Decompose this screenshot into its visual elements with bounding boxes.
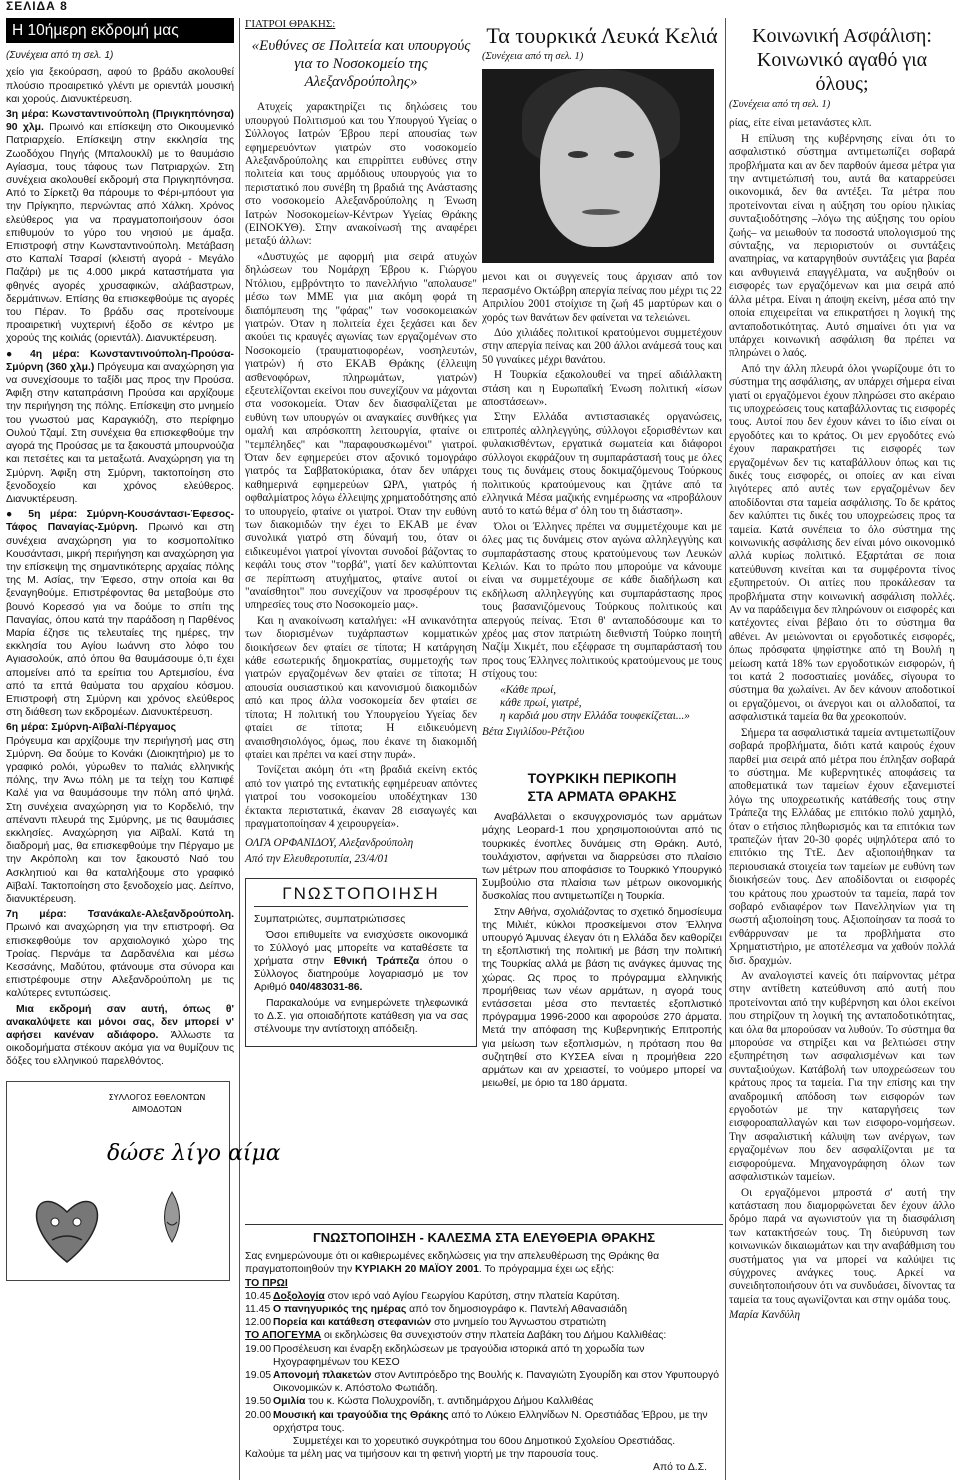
event-intro	[245, 1250, 723, 1276]
event-item: Ο πανηγυρικός της ημέρας	[273, 1304, 407, 1316]
article-kicker: ΓΙΑΤΡΟΙ ΘΡΑΚΗΣ:	[245, 18, 336, 30]
event-date: ΚΥΡΙΑΚΗ 20 ΜΑΪΟΥ 2001	[355, 1264, 479, 1276]
event-detail: από το Λύκειο Ελληνίδων Ν. Ορεστιάδας Έβρου, με την ορχήστρα τους.	[273, 1409, 708, 1434]
paragraph: Σήμερα τα ασφαλιστικά ταμεία αντιμετωπίζουν σοβαρά προβλήματα, διότι κατά καιρούς έχουν παρθεί μια σειρά από μέτρα που έπληξαν σοβαρά το σύστημα. Με κυβερνητικές αποφάσεις τα αποθεματικά των ταμείων έχουν εξανεμιστεί λόγω της υποχρεωτικής κατάθεσής τους στην Τράπεζα της Ελλάδας με επιτόκιο πολύ χαμηλό, όταν ο ετήσιος πληθωρισμός και τα επιτόκια των τραπεζών ήταν 20-30 φορές υψηλότερα από το επιτόκιο της ΤτΕ. Δεν αξιοποιήθηκαν τα περιουσιακά στοιχεία των ταμείων με ευθύνη των διοικήσεών τους. Δεν αποδίδονται οι εισφορές του κράτους που χρωστούν τα ταμεία, παρά τον σοβαρό ενδιαφέρον των Πανελληνίων για τη σωστή αξιοποίηση τους. Αξιοποίησαν τα ποσά το ενθάρρυνσαν με τα προβλήματα στο Χρηματιστήριο, με αποτέλεσμα να χαθούν πολλά δισ. δραχμών.	[729, 726, 955, 967]
notice-title: ΓΝΩΣΤΟΠΟΙΗΣΗ	[254, 887, 468, 907]
paragraph: Και η ανακοίνωση καταλήγει: «Η ανικανότητα των διορισμένων τυχάρπαστων κομματικών διοικήσεων δεν φταίει σε τίποτα; Η κατάργηση κάθε εσωτερικής δημοκρατίας, συμμετοχής των γιατρών εργαζομένων δεν φταίει σε τίποτα; Η απουσία ουσιαστικού και κανονισμού διακομιδών από και προς άλλα νοσοκομεία δεν φταίει σε τίποτα; Η πολιτική του Υπουργείου Υγείας δεν φταίει σε τίποτα; Η ειδικευόμενη αναισθησιολόγος, όμως, που έκανε τη διακομιδή φταίει και πρέπει να καεί στην πυρά».	[245, 614, 477, 761]
intro-text: . Το πρόγραμμα έχει ως εξής:	[478, 1264, 615, 1276]
paragraph: χείο για ξεκούραση, αφού το βράδυ ακολουθεί πλούσιο προαιρετικό γλέντι με οριεντάλ μουσική και χορούς. Διανυκτέρευση.	[6, 67, 234, 105]
paragraph: «Δυστυχώς με αφορμή μια σειρά ατυχών δηλώσεων του Νομάρχη Έβρου κ. Γιώργου Ντόλιου, εμβρόντητο το πανελλήνιο "απολαυσε" μέσω των ΜΜΕ για μια ακόμη φορά τη διαπόμπευση της "φάρας" των νοσοκομειακών γιατρών. Όταν η πολιτεία έχει ξεχάσει και δεν ακούει τις κραυγές αγωνίας των εργαζομένων στο Νοσοκομείο (τραυματιοφορέων, νοσηλευτών, γιατρών) ή στο ΕΚΑΒ Θράκης (έλλειψη ασθενοφόρων, πληρωμάτων, γιατρών) εξευτελίζονται εκείνοι που συνεχίζουν να μάχονται στα νοσοκομεία. Όταν δεν διασφαλίζεται με ευθύνη των υπουργών οι αναγκαίες συνθήκες για ομαλή και απρόσκοπτη λειτουργία, φταίνε οι "τεμπέληδες" και "παραφουσκωμένοι" γιατροί. Όταν δεν εφημερεύει στον αξονικό τομογράφο γιατρός τα Σαββατοκύριακα, όταν δεν υπάρχει καθημερινά εφημερεύων ΩΡΛ, γιατρός ή οφθαλμίατρος λόγω έλλειψης χρηματοδότησης από το υπουργείο, φταίνε οι γιατροί. Όταν την ευθύνη των διακομιδών την έχει το ΕΚΑΒ με έναν συνολικά γιατρό στη δύναμή του, όταν οι ειδικευμένοι γιατροί γίνονται συνοδοί βάζοντας το κεφάλι τους στον "τορβά", γιατί δεν καλύπτονται σε περίπτωση ατυχήματος, φταίνε αυτοί οι "αναίσθητοι" που συνεχίζουν να προσφέρουν τις υπηρεσίες τους στο Νοσοκομείο μας».	[245, 250, 477, 612]
heart-icon	[37, 1201, 98, 1261]
paragraph	[6, 908, 234, 1000]
event-announcement	[245, 1224, 723, 1475]
schedule-row	[245, 1395, 723, 1408]
event-item: Δοξολογία	[273, 1290, 325, 1302]
article-source: Από την Ελευθεροτυπία, 23/4/01	[245, 852, 389, 865]
time: 19.50	[245, 1396, 272, 1408]
article-title: Τα τουρκικά Λευκά Κελιά	[486, 23, 718, 48]
schedule-row	[245, 1303, 723, 1316]
eye-icon	[73, 1218, 81, 1226]
box-title	[482, 769, 722, 805]
paragraph: Δύο χιλιάδες πολιτικοί κρατούμενοι συμμετέχουν στην απεργία πείνας και 200 άλλοι ανάμεσά τους και 50 γυναίκες μέχρι θανάτου.	[482, 327, 722, 366]
day-heading: 7η μέρα: Τσανάκαλε-Αλεξανδρούπολη.	[6, 909, 234, 921]
author-signature: ΟΛΓΑ ΟΡΦΑΝΙΔΟΥ, Αλεξανδρούπολη	[245, 837, 414, 850]
author-signature: Βέτα Σιγιλίδου-Ρέτζιου	[482, 725, 585, 738]
day-body: Πρόγευμα και αναχώρηση για να συνεχίσουμε το ταξίδι μας προς την Προύσα. Άφιξη στην καταπράσινη Προύσα και αρχίζουμε την περιήγηση της πόλης. Επίσκεψη στο μνημείο του γνωστού μας Καραγκιόζη, στο περίφημο Ουλού Τζαμί. Στη συνέχεια θα επισκεφθούμε την αγορά της Προύσας με τα ξακουστά μπουρνούζια και πετσέτες και τα μεταξωτά. Αναχώρηση για τη Σμύρνη. Άφιξη στη Σμύρνη, τακτοποίηση στο ξενοδοχείο και χρόνος ελεύθερος. Διανυκτέρευση.	[6, 361, 234, 505]
poster-slogan: δώσε λίγο αίμα	[107, 1140, 281, 1166]
event-detail: στον Αντιπρόεδρο της Βουλής κ. Παναγιώτη Σγουρίδη και στον Υφυπουργό Οικονομικών κ. Απόστολο Φωτιάδη.	[273, 1370, 720, 1395]
closing-text: Άλλωστε τα οικοδομήματα στέκουν ακόμα για να θυμίζουν τις δόξες του ελληνικού παρελθόντος.	[6, 1030, 234, 1068]
poster-org-2: ΑΙΜΟΔΟΤΩΝ	[132, 1104, 182, 1114]
morning-heading: ΤΟ ΠΡΩΙ	[245, 1277, 288, 1289]
event-detail: από τον δημοσιογράφο κ. Παντελή Αθανασιάδη	[409, 1304, 628, 1316]
box-title-line: ΣΤΑ ΑΡΜΑΤΑ ΘΡΑΚΗΣ	[527, 788, 677, 805]
schedule-row	[245, 1290, 723, 1303]
notice-text: όπου ο Σύλλογος διατηρούμε λογαριασμό με τον Αριθμό	[254, 955, 468, 994]
article-headline: «Ευθύνες σε Πολιτεία και υπουργούς για το Νοσοκομείο της Αλεξανδρούπολης»	[251, 38, 471, 91]
schedule-row	[245, 1343, 723, 1369]
paragraph: Τονίζεται ακόμη ότι «τη βραδιά εκείνη εκτός από τον γιατρό της εντατικής εφημέρευαν απόντες γιατροί του νοσοκομείου υποδέχτηκαν 130 έκτακτα περιστατικά, έκαναν 28 εισαγωγές και πραγματοποίησαν 4 χειρουργεία».	[245, 764, 477, 830]
paragraph: Οι εργαζόμενοι μπροστά σ' αυτή την κατάσταση που διαμορφώνεται δεν έχουν άλλο δρόμο παρά να αγωνιστούν για τη διασφάλιση των κατακτήσεών τους. Τη διεύρυνση των κοινωνικών δικαιωμάτων και την αναβάθμιση του συστήματος για να μπορεί να καλύψει τις σύγχρονες ανάγκες τους. Αρκεί να συνειδητοποιήσουν ότι να συνδυάσει, δίνοντας τα ταμεία τα τους αγωνίζονται και στην ομάδα τους.	[729, 1186, 955, 1306]
paragraph: Συμπατριώτες, συμπατριώτισσες	[254, 914, 406, 926]
day-heading: ● 4η μέρα: Κωνσταντινούπολη-Προύσα-Σμύρνη (360 χλμ.)	[6, 348, 234, 373]
poster-org-1: ΣΥΛΛΟΓΟΣ ΕΘΕΛΟΝΤΩΝ	[108, 1092, 206, 1102]
schedule-row	[245, 1409, 723, 1435]
afternoon-detail: οι εκδηλώσεις θα συνεχιστούν στην πλατεία Δαβάκη του Δήμου Καλλιθέας:	[324, 1330, 667, 1342]
event-item: Ομιλία	[273, 1396, 306, 1408]
continuation-note: (Συνέχεια από τη σελ. 1)	[6, 50, 114, 62]
day-heading: 6η μέρα: Σμύρνη-Αϊβαλί-Πέργαμος	[6, 722, 177, 734]
eye-icon	[51, 1218, 59, 1226]
box-title-line: ΤΟΥΡΚΙΚΗ ΠΕΡΙΚΟΠΗ	[527, 770, 677, 787]
schedule-row	[245, 1369, 723, 1395]
day-heading: 3η μέρα: Κωνσταντινούπολη (Πριγκηπόνησα) 90 χλμ.	[6, 109, 234, 134]
event-detail: στο μνημείο του Άγνωστου στρατιώτη	[434, 1317, 607, 1329]
paragraph	[254, 929, 468, 995]
time: 11.45	[245, 1304, 271, 1316]
continuation-note: (Συνέχεια από τη σελ. 1)	[729, 99, 831, 110]
closing-bold: Μια εκδρομή σαν αυτή, όπως θ' ανακαλύψετε και μόνοι σας, δεν μπορεί ν' αφήσει κανέναν αδιάφορο.	[6, 1003, 234, 1042]
event-signature: Από το Δ.Σ.	[653, 1462, 707, 1474]
box-body	[482, 811, 722, 1090]
trip-article	[6, 18, 281, 1281]
paragraph	[6, 508, 234, 719]
paragraph: Όλοι οι Έλληνες πρέπει να συμμετέχουμε και με όλες μας τις δυνάμεις στον αγώνα αλληλεγγύης και συμπαράστασης στους κρατούμενους των Λευκών Κελιών. Και το πρώτο που μπορούμε να κάνουμε είναι να συμμετέχουμε σε κάθε διαδήλωση και εκδήλωση αλληλεγγύης και συμπαράστασης προς τους βασανιζόμενους Τούρκους πολιτικούς και απεργούς πείνας. Έτσι θ' ανταποδόσουμε και το χρέος μας στον πατριώτη διεθνιστή Τούρκο ποιητή Ναζίμ Χικμέτ, που εξέφρασε τη συμπαράστασή του προς τους Έλληνες πολιτικούς κρατούμενους με τους στίχους του:	[482, 520, 722, 681]
social-insurance-article	[729, 18, 955, 1325]
page-number: ΣΕΛΙΔΑ 8	[6, 0, 68, 13]
poem-line: κάθε πρωί, γιατρέ,	[500, 697, 582, 709]
afternoon-line	[245, 1329, 723, 1342]
paragraph: Από την άλλη πλευρά όλοι γνωρίζουμε ότι το σύστημα της ασφάλισης, αν υπάρχει σήμερα είναι γιατί οι εργαζόμενοι έχουν πληρώσει στο ακέραιο τις υποχρεώσεις τους καταβάλλοντας τις εισφορές τους. Αυτοί που δεν έχουν κάνει το ίδιο είναι οι εργοδότες και το κράτος. Οι μεν εργοδότες ενώ έχουν παρακρατήσει τις εισφορές των εργαζομένων δεν τις καταβάλλουν όπως και τις δικές τους εισφορές, οι οποίες αν και είναι λιγότερες από αυτές των εργαζομένων δεν αποδίδονται στα ταμεία ασφάλισης. Το δε κράτος δεν καλύπτει τις δικές του υποχρεώσεις προς τα ταμεία. Κατά συνέπεια το όλο σύστημα της κοινωνικής ασφάλισης δεν είναι μόνο οικονομικό αλλά κυρίως πολιτικό. Εξαρτάται σε ποια κατεύθυνση κινείται και τα συμφέροντα τίνος εξυπηρετούν. Οι αιτίες που προκάλεσαν τα προβλήματα στην κοινωνική ασφάλιση πολλές. Αν να παράδειγμα δεν πληρώνουν οι εισφορές και κατέχοντες είναι βέβαιο ότι το σύστημα θα αθένει. Αν μειώνονται οι εργοδοτικές εισφορές, όπως πρόσφατα ψηφίστηκε από τη Βουλή η μείωση κατά 18% των εργοδοτικών εισφορών, ή τοι κατά 2 ποσοστιαίες μονάδες, σίγουρα το σύστημα θα χωλαίνει. Αν δεν κάνουν αποδοτικοί οι εργαζόμενοι, οι άνεργοι και οι αλλοδαποί, τα ασφαλιστικά ταμεία θα θα χρεοκοπούν.	[729, 362, 955, 724]
paragraph: Αναβάλλεται ο εκσυγχρονισμός των αρμάτων μάχης Leopard-1 που χρησιμοποιούνται από τις τουρκικές ένοπλες δυνάμεις στη Θράκη. Αυτό, τουλάχιστον, αφήνεται να διαρρεύσει στο πλαίσιο των μέτρων που αποφάσισε το Τουρκικό Υπουργικό Συμβούλιο στα πλαίσια των μέτρων οικονομικής δυσκολίας που αντιμετωπίζει η Τουρκία.	[482, 812, 722, 903]
paragraph: μενοι και οι συγγενείς τους άρχισαν από τον περασμένο Οκτώβρη απεργία πείνας που μέχρι τις 22 Απριλίου 2001 στοίχισε τη ζωή 45 μαρτύρων και ο χορός των θανάτων δεν φαίνεται να τελειώνει.	[482, 271, 722, 324]
photo-face	[540, 87, 660, 247]
title-line: Κοινωνική Ασφάλιση:	[752, 25, 932, 47]
paragraph: Αν αναλογιστεί κανείς ότι παίρνοντας μέτρα στην αντίθετη κατεύθυνση από αυτή που προτείνονται από την κυβέρνηση και όλοι εκείνοι που στηρίζουν τη λογική της ανταποδοτικότητας, και όλα θα μπορούσαν να λυθούν. Το σύστημα θα μπορούσε να στηρίξει και να βελτιώσει στην εξυπηρέτηση των ασφαλισμένων και των συνταξιούχων. Κατάβολή των υποχρεώσεων του κράτους προς τα ταμεία. Για την επίσης και την αναδρομική απόδοση των εισφορών των εργοδοτών με την καταργήσεις των εισφοροαπαλλαγών και των εισφορο-νομήσεων. Την ασφαλιστική κάλυψη των ανέργων, των εργαζομένων που δεν ασφαλίζονται με τα εισφορούμενα. Μηχανογράφηση όλων των ασφαλιστικών ταμείων.	[729, 970, 955, 1184]
notice-bank: Εθνική Τράπεζα	[333, 955, 420, 967]
closing-line: Καλούμε τα μέλη μας να τιμήσουν και τη φετινή γιορτή με την παρουσία τους.	[245, 1449, 599, 1461]
paragraph: Παρακαλούμε να ενημερώνετε τηλεφωνικά το Δ.Σ. για οποιαδήποτε κατάθεση για να σας στέλνουμε την αντίστοιχη απόδειξη.	[254, 997, 468, 1035]
paragraph	[6, 721, 234, 906]
paragraph: Στην Ελλάδα αντιστασιακές οργανώσεις, επιτροπές αλληλεγγύης, σύλλογοι εξορισθέντων και φυλακισθέντων, εργατικά σωματεία και διάφοροι σύλλογοι εκφράζουν τη συμπαράστασή τους με όλες τους τις δυνάμεις στους δοκιμαζόμενους Τούρκους πολιτικούς κρατούμενους και ζητάνε από τα ελληνικά Μέσα μαζικής ενημέρωσης να «προβάλουν αυτό το κατώ θέμα σ' όλη του τη διάσταση».	[482, 411, 722, 518]
event-detail: του κ. Κώστα Πολυχρονίδη, τ. αντιδημάρχου Δήμου Καλλιθέας	[308, 1396, 594, 1408]
event-item: Απονομή πλακετών	[273, 1370, 372, 1382]
event-detail: Προσέλευση και έναρξη εκδηλώσεων με τραγούδια ιστορικά από τη χορωδία των Ηχογραφημένων του ΚΕΣΟ	[273, 1343, 645, 1368]
paragraph	[6, 1003, 234, 1069]
poem-line: η καρδιά μου στην Ελλάδα τουφεκίζεται...»	[500, 710, 690, 723]
day-body: Πρωινό και επίσκεψη στο Οικουμενικό Πατριαρχείο. Επίσκεψη στην εκκλησία της Ζωοδόχου Πηγής (Μπαλουκλί) με το θαυμάσιο Αγίασμα, τους τάφους των Πατριαρχών. Στη συνέχεια ακολουθεί εκδρομή στα Πριγκηπόνησα. Από το Σίρκετζι θα πάρουμε το Φέρι-μπόουτ για την Πρίγκηπο, περνώντας από Χάλκη. Χρόνος ελεύθερος για να πραγματοποιήσουν όσοι επιθυμούν το γύρο του νησιού με άμαξα. Επιστροφή στην Κωνσταντινούπολη. Μετάβαση στο Καπαλί Τσαρσί (κλειστή αγορά - Μεγάλο Παζάρι) με τις 4.000 μικρά καταστήματα για φθηνές αγορές χρυσαφικών, αλάβαστρων, δερμάτινων. Επίσης θα επισκεφθούμε τις αγορές του Πέραν. Το βράδυ σας προτείνουμε προαιρετική νυχτερινή έξοδο σε κέντρο με χορούς της κοιλιάς (οριεντάλ). Διανυκτέρευση.	[6, 122, 234, 345]
schedule-row	[245, 1316, 723, 1329]
notice-text: Όσοι επιθυμείτε να ενισχύσετε οικονομικά το Σύλλογό μας μπορείτε να καταθέσετε τα χρήματα στην	[254, 929, 468, 967]
paragraph: Η Τουρκία εξακολουθεί να τηρεί αδιάλλακτη στάση και η Ευρωπαϊκή Ένωση πολιτική «ίσων αποστάσεων».	[482, 369, 722, 409]
blood-drop-icon	[165, 1192, 180, 1242]
column-divider	[725, 18, 726, 1480]
time: 12.00	[245, 1317, 272, 1329]
intro-text: Σας ενημερώνουμε ότι οι καθιερωμένες εκδηλώσεις για την απελευθέρωση της Θράκης θα πραγματοποιηθούν την	[245, 1251, 660, 1276]
doctors-article	[245, 18, 477, 1047]
paragraph: ρίας, είτε είναι μετανάστες κλπ.	[729, 117, 872, 130]
paragraph: Ατυχείς χαρακτηρίζει τις δηλώσεις του υπουργού Πολιτισμού και του Υπουργού Υγείας ο Σύλλογος Ιατρών Έβρου περί απουσίας των εφημερευόντων γιατρών στο νοσοκομείο Αλεξανδρούπολης και επιρρίπτει ευθύνες στην πολιτεία και τους αρμόδιους υπουργούς για το περιστατικό που συνέβη τη βραδιά της Ανάστασης στο νοσοκομείο Αλεξανδρούπολης η Ένωση Ιατρών Νοσοκομείων-Κέντρων Υγείας Θράκης (ΕΙΝΟΚΥΘ). Στην ανακοίνωσή της αναφέρει μεταξύ άλλων:	[245, 101, 477, 248]
author-signature: Μαρία Κανδύλη	[729, 1309, 801, 1322]
white-cells-article	[482, 18, 722, 1092]
event-item: Μουσική και τραγούδια της Θράκης	[273, 1409, 449, 1421]
poem-line: «Κάθε πρωί,	[500, 683, 557, 696]
paragraph: Στην Αθήνα, σχολιάζοντας το σχετικό δημοσίευμα της Μιλιέτ, κύκλοι προσκείμενοι στον Έλληνα υπουργό Άμυνας έλεγαν ότι η Ελλάδα δεν καθορίζει τη εξοπλιστική της πολιτική με βάση την πολιτική της Τουρκίας αλλά με βάση τις ανάγκες άμυνας της χώρας. Ως προς το πρόγραμμα ελληνικής προμήθειας των νέων αρμάτων, η αγορά τους εντάσσεται μέσα στο πενταετές εξοπλιστικό πρόγραμμα 1996-2000 και αφορούσε 270 άρματα. Μετά την απόφαση της Κυβερνητικής Επιτροπής για μείωση των εξοπλισμών, η πρόταση που θα συζητηθεί στο ΚΥΣΕΑ είναι η προμήθεια 220 αρμάτων και αν χρειαστεί, το νούμερο μπορεί να μειωθεί, με όριο τα 180 άρματα.	[482, 906, 722, 1090]
continuation-note: (Συνέχεια από τη σελ. 1)	[482, 51, 584, 62]
notice-box	[245, 878, 477, 1047]
time: 19.05	[245, 1370, 272, 1382]
poster-illustration	[7, 1082, 281, 1280]
time: 10.45	[245, 1290, 272, 1302]
paragraph	[6, 108, 234, 346]
portrait-photo	[482, 69, 714, 263]
paragraph	[6, 348, 234, 506]
column-divider	[239, 18, 240, 1480]
trip-title: Η 10ήμερη εκδρομή μας	[6, 18, 234, 43]
notice-account: 040/483031-86.	[289, 982, 363, 994]
time: 20.00	[245, 1409, 272, 1421]
page-header	[0, 0, 960, 14]
title-line: Κοινωνικό αγαθό για όλους;	[756, 49, 928, 95]
day-heading: ● 5η μέρα: Σμύρνη-Κουσάντασι-Έφεσος-Τάφος Παναγίας-Σμύρνη.	[6, 509, 234, 534]
time: 19.00	[245, 1343, 272, 1355]
blood-donation-poster	[6, 1081, 281, 1281]
day-body: Πρωινό και αναχώρηση για την επιστροφή. Θα επισκεφθούμε τον αρχαιολογικό χώρο της Τροίας. Περνάμε τα Δαρδανέλια και μέσω Κεσσάνης, Μαδύτου, φτάνουμε στα σύνορα και επιστρέφουμε στην Αλεξανδρούπολη με τις καλύτερες εντυπώσεις.	[6, 922, 234, 1000]
closing-line: Συμμετέχει και το χορευτικό συγκρότημα του 60ου Δημοτικού Σχολείου Ορεστιάδας.	[292, 1436, 676, 1448]
event-item: Πορεία και κατάθεση στεφανιών	[273, 1317, 432, 1329]
afternoon-heading: ΤΟ ΑΠΟΓΕΥΜΑ	[245, 1330, 322, 1342]
day-body: Πρωινό και στη συνέχεια αναχώρηση για το κοσμοπολίτικο Κουσάντασι, μικρή περιήγηση και αναχώρηση για την επίσκεψη της σημαντικότερης αρχαίας πόλης της Μ. Ασίας, την Έφεσο, στην οποία και θα ξεναγηθούμε. Επιστρέφοντας θα μεταβούμε στο βουνό Κορεσσό για να δούμε το σπίτι της Παναγίας, όπου κατά την παράδοση η Παρθένος Μαρία έζησε τις τελευταίες της ημέρες, την εκκλησία του Αγίου Ιωάννη στο λόφο του Αγιασολούκ, από όπου θα θαυμάσουμε ό,τι έχει απομείνει από τα ερείπια του Αρτεμισίου, ένα από τα επτά θαύματα του αρχαίου κόσμου. Επιστροφή στη Σμύρνη και χρόνος ελεύθερος στη διάθεση των εκδρομέων. Διανυκτέρευση.	[6, 522, 234, 719]
event-title: ΓΝΩΣΤΟΠΟΙΗΣΗ - ΚΑΛΕΣΜΑ ΣΤΑ ΕΛΕΥΘΕΡΙΑ ΘΡΑΚΗΣ	[245, 1224, 723, 1244]
event-detail: στον ιερό ναό Αγίου Γεωργίου Καρύτση, στην πλατεία Καρύτση.	[327, 1290, 620, 1302]
paragraph: Η επίλυση της κυβέρνησης είναι ότι το ασφαλιστικό σύστημα αντιμετωπίζει σοβαρά προβλήματα και αν δεν παρθούν άμεσα μέτρα για την αντιμετώπισή του, αυτά θα καταρρεύσει οικονομικά, δεν θα αντέξει. Τα μέτρα που προτείνονται είναι η αύξηση του ορίου ηλικίας συνταξιοδότησης –λόγω της αύξησης του ορίου ζωής– να μειωθούν τα ποσοστά υπολογισμού της σύνταξης, να περιοριστούν οι συντάξεις αναπηρίας, να καταργηθούν συντάξεις για βαρέα και ανθυγιεινά επαγγέλματα, να αυξηθούν οι εισφορές των εργαζόμενων και μια σειρά από άλλα μέτρα. Είναι η άποψη εκείνη, μέσα από την οποία επιχειρείται να επικρατήσει η λογική της ανταποδοτικότητας. Αυτό σημαίνει ότι για να υπάρχει κοινωνική ασφάλιση θα πρέπει να πληρώνει ο λαός.	[729, 132, 955, 360]
day-body: Πρόγευμα και αρχίζουμε την περιήγησή μας στη Σμύρνη. Θα δούμε το Κονάκι (Διοικητήριο) με το γραφικό ρολόι, γύρωθεν το παλιάς ελληνικής πόλης, την Άνω πόλη με τα τείχη του Καπιφέ Καλέ για να θαυμάσουμε την πόλη από ψηλά. Στη συνέχεια αναχώρηση για το Κορδελιό, την απέναντι πλευρά της Σμύρνης, με τις θαυμάσιες εκκλησίες. Αναχώρηση για Αϊβαλί. Κατά τη διαδρομή μας, θα επισκεφθούμε την Πέργαμο με την Ακρόπολη και τον ξακουστό Ναό του Ασκληπιού και θα καταλήξουμε στο γραφικό Αϊβαλί. Τακτοποίηση στο ξενοδοχείο μας. Δείπνο, διανυκτέρευση.	[6, 735, 234, 905]
article-title	[729, 24, 955, 96]
